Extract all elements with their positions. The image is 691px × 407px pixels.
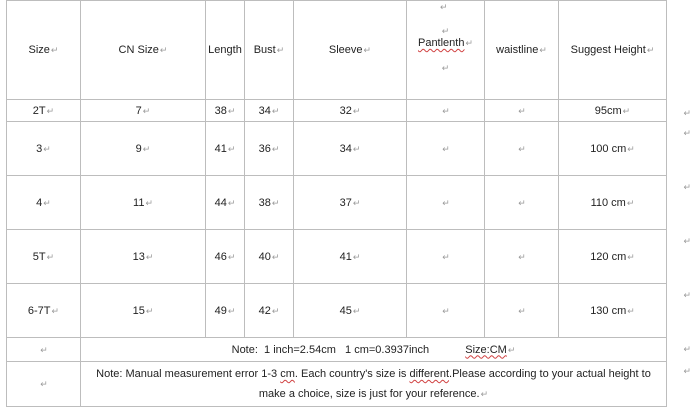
header-length: Length bbox=[206, 1, 245, 100]
table-row bbox=[7, 122, 667, 176]
cell-bust: 42↵ bbox=[245, 284, 294, 338]
cell-suggest-height: 130 cm↵ bbox=[559, 284, 667, 338]
header-cn-size: CN Size↵ bbox=[81, 1, 206, 100]
cell-cn-size: 11↵ bbox=[81, 176, 206, 230]
cell-size: 6-7T↵ bbox=[7, 284, 81, 338]
cell-cn-size: 13↵ bbox=[81, 230, 206, 284]
size-unit-label: Size:CM bbox=[465, 343, 507, 356]
cell-pantlenth: ↵ bbox=[407, 122, 485, 176]
cell-length: 38↵ bbox=[206, 100, 245, 122]
measurement-note: Note: Manual measurement error 1-3 cm. Each country's size is different.Please according to your actual height to make a choice, size is just for your reference.↵ bbox=[81, 362, 667, 407]
cell-waistline: ↵ bbox=[485, 284, 559, 338]
cell-cn-size: 15↵ bbox=[81, 284, 206, 338]
row-end-mark: ↵ bbox=[683, 128, 691, 138]
header-bust: Bust↵ bbox=[245, 1, 294, 100]
table-row bbox=[7, 284, 667, 338]
cell-bust: 34↵ bbox=[245, 100, 294, 122]
cell-length: 41↵ bbox=[206, 122, 245, 176]
header-suggest-height: Suggest Height↵ bbox=[559, 1, 667, 100]
cell-size: 2T↵ bbox=[7, 100, 81, 122]
header-pantlenth: ↵ Pantlenth↵ ↵ bbox=[407, 1, 485, 100]
cell-sleeve: 32↵ bbox=[294, 100, 407, 122]
cell-pantlenth: ↵ bbox=[407, 176, 485, 230]
row-end-mark: ↵ bbox=[683, 344, 691, 354]
cell-sleeve: 37↵ bbox=[294, 176, 407, 230]
cell-sleeve: 34↵ bbox=[294, 122, 407, 176]
cell-cn-size: 9↵ bbox=[81, 122, 206, 176]
note-row-units bbox=[7, 338, 667, 362]
header-size: Size↵ bbox=[7, 1, 81, 100]
note-row-marker: ↵ bbox=[7, 338, 81, 362]
cell-size: 5T↵ bbox=[7, 230, 81, 284]
para-mark: ↵ bbox=[440, 2, 448, 12]
row-end-mark: ↵ bbox=[683, 236, 691, 246]
cell-sleeve: 45↵ bbox=[294, 284, 407, 338]
row-end-mark: ↵ bbox=[683, 108, 691, 118]
cell-suggest-height: 110 cm↵ bbox=[559, 176, 667, 230]
cell-waistline: ↵ bbox=[485, 122, 559, 176]
table-row bbox=[7, 230, 667, 284]
cell-sleeve: 41↵ bbox=[294, 230, 407, 284]
cell-suggest-height: 95cm↵ bbox=[559, 100, 667, 122]
cell-cn-size: 7↵ bbox=[81, 100, 206, 122]
header-sleeve: Sleeve↵ bbox=[294, 1, 407, 100]
cell-length: 44↵ bbox=[206, 176, 245, 230]
cell-pantlenth: ↵ bbox=[407, 100, 485, 122]
header-waistline: waistline↵ bbox=[485, 1, 559, 100]
cell-suggest-height: 100 cm↵ bbox=[559, 122, 667, 176]
row-end-mark: ↵ bbox=[683, 290, 691, 300]
cell-length: 49↵ bbox=[206, 284, 245, 338]
cell-bust: 40↵ bbox=[245, 230, 294, 284]
cell-bust: 36↵ bbox=[245, 122, 294, 176]
table-row bbox=[7, 176, 667, 230]
size-chart-table bbox=[6, 0, 667, 407]
cell-suggest-height: 120 cm↵ bbox=[559, 230, 667, 284]
cell-length: 46↵ bbox=[206, 230, 245, 284]
cell-size: 4↵ bbox=[7, 176, 81, 230]
unit-note: Note: 1 inch=2.54cm 1 cm=0.3937inch Size:CM↵ bbox=[81, 338, 667, 362]
unit-conversion-text: Note: 1 inch=2.54cm 1 cm=0.3937inch bbox=[231, 343, 430, 356]
cell-pantlenth: ↵ bbox=[407, 284, 485, 338]
table-row bbox=[7, 100, 667, 122]
cell-size: 3↵ bbox=[7, 122, 81, 176]
row-end-mark: ↵ bbox=[683, 182, 691, 192]
row-end-mark: ↵ bbox=[683, 366, 691, 376]
cell-waistline: ↵ bbox=[485, 176, 559, 230]
header-row bbox=[7, 1, 667, 100]
cell-waistline: ↵ bbox=[485, 100, 559, 122]
cell-waistline: ↵ bbox=[485, 230, 559, 284]
note-row-measurement bbox=[7, 362, 667, 407]
cell-pantlenth: ↵ bbox=[407, 230, 485, 284]
note-row-marker: ↵ bbox=[7, 362, 81, 407]
cell-bust: 38↵ bbox=[245, 176, 294, 230]
